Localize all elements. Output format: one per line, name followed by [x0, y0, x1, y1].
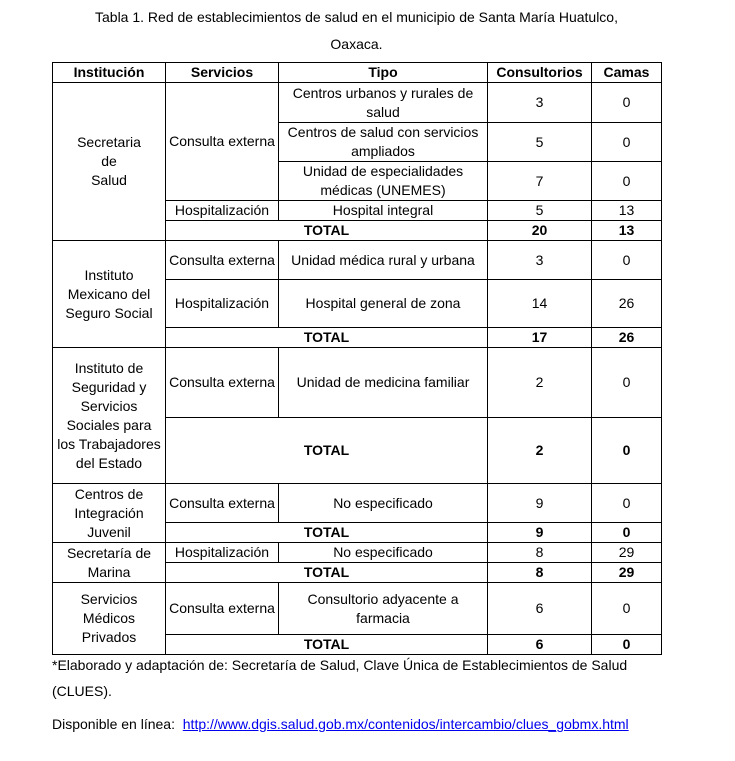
consultorios-cell: 7 [488, 162, 592, 201]
consultorios-cell: 5 [488, 201, 592, 221]
camas-cell: 0 [592, 162, 662, 201]
institution-cell: Instituto Mexicano del Seguro Social [53, 241, 166, 348]
consultorios-cell: 6 [488, 583, 592, 635]
consultorios-cell: 3 [488, 83, 592, 123]
table-row [53, 241, 662, 280]
camas-cell: 0 [592, 123, 662, 162]
type-cell: Hospital integral [279, 201, 488, 221]
service-cell: Hospitalización [166, 280, 279, 328]
total-label: TOTAL [166, 523, 488, 543]
institution-cell: Secretaría de Marina [53, 543, 166, 583]
source-note: *Elaborado y adaptación de: Secretaría de Salud, Clave Única de Establecimientos de Salud (CLUES). [52, 657, 628, 699]
header-tipo: Tipo [279, 63, 488, 83]
camas-cell: 29 [592, 543, 662, 563]
caption-line-1: Tabla 1. Red de establecimientos de salud en el municipio de Santa María Huatulco, [95, 9, 618, 25]
total-camas: 29 [592, 563, 662, 583]
table-row [53, 583, 662, 635]
header-institucion: Institución [53, 63, 166, 83]
table-row [53, 83, 662, 123]
total-consultorios: 17 [488, 328, 592, 348]
institution-line: de [101, 153, 117, 169]
camas-cell: 0 [592, 583, 662, 635]
type-cell: Hospital general de zona [279, 280, 488, 328]
institution-cell: Servicios Médicos Privados [53, 583, 166, 655]
type-cell: Unidad de especialidades médicas (UNEMES) [279, 162, 488, 201]
total-label: TOTAL [166, 635, 488, 655]
type-cell: Consultorio adyacente a farmacia [279, 583, 488, 635]
consultorios-cell: 3 [488, 241, 592, 280]
total-label: TOTAL [166, 221, 488, 241]
camas-cell: 0 [592, 348, 662, 418]
consultorios-cell: 8 [488, 543, 592, 563]
camas-cell: 13 [592, 201, 662, 221]
total-camas: 0 [592, 523, 662, 543]
service-cell: Consulta externa [166, 241, 279, 280]
total-camas: 0 [592, 418, 662, 484]
total-consultorios: 9 [488, 523, 592, 543]
total-camas: 13 [592, 221, 662, 241]
table-row [53, 348, 662, 418]
availability-label: Disponible en línea: [52, 716, 175, 732]
service-cell: Consulta externa [166, 583, 279, 635]
service-cell: Consulta externa [166, 348, 279, 418]
header-camas: Camas [592, 63, 662, 83]
total-label: TOTAL [166, 418, 488, 484]
institution-cell: Instituto de Seguridad y Servicios Sociales para los Trabajadores del Estado [53, 348, 166, 484]
type-cell: Centros urbanos y rurales de salud [279, 83, 488, 123]
total-camas: 0 [592, 635, 662, 655]
total-label: TOTAL [166, 328, 488, 348]
consultorios-cell: 2 [488, 348, 592, 418]
availability-line [52, 711, 672, 737]
table-header-row [53, 63, 662, 83]
institution-cell: Centros de Integración Juvenil [53, 484, 166, 543]
camas-cell: 0 [592, 83, 662, 123]
total-camas: 26 [592, 328, 662, 348]
institution-line: Secretaria [77, 134, 141, 150]
type-cell: No especificado [279, 484, 488, 523]
table-caption [52, 4, 661, 58]
service-cell: Hospitalización [166, 201, 279, 221]
caption-line-2: Oaxaca. [330, 36, 383, 52]
total-consultorios: 6 [488, 635, 592, 655]
total-label: TOTAL [166, 563, 488, 583]
type-cell: Unidad médica rural y urbana [279, 241, 488, 280]
service-cell: Consulta externa [166, 83, 279, 201]
institution-cell [53, 83, 166, 241]
type-cell: No especificado [279, 543, 488, 563]
consultorios-cell: 14 [488, 280, 592, 328]
total-consultorios: 8 [488, 563, 592, 583]
clues-link[interactable]: http://www.dgis.salud.gob.mx/contenidos/intercambio/clues_gobmx.html [182, 716, 629, 732]
header-servicios: Servicios [166, 63, 279, 83]
camas-cell: 0 [592, 484, 662, 523]
camas-cell: 26 [592, 280, 662, 328]
table-row [53, 484, 662, 523]
camas-cell: 0 [592, 241, 662, 280]
service-cell: Consulta externa [166, 484, 279, 523]
consultorios-cell: 9 [488, 484, 592, 523]
total-consultorios: 2 [488, 418, 592, 484]
institution-line: Salud [91, 172, 127, 188]
consultorios-cell: 5 [488, 123, 592, 162]
table-row [53, 543, 662, 563]
header-consultorios: Consultorios [488, 63, 592, 83]
total-consultorios: 20 [488, 221, 592, 241]
health-facilities-table [52, 62, 662, 655]
service-cell: Hospitalización [166, 543, 279, 563]
type-cell: Centros de salud con servicios ampliados [279, 123, 488, 162]
type-cell: Unidad de medicina familiar [279, 348, 488, 418]
